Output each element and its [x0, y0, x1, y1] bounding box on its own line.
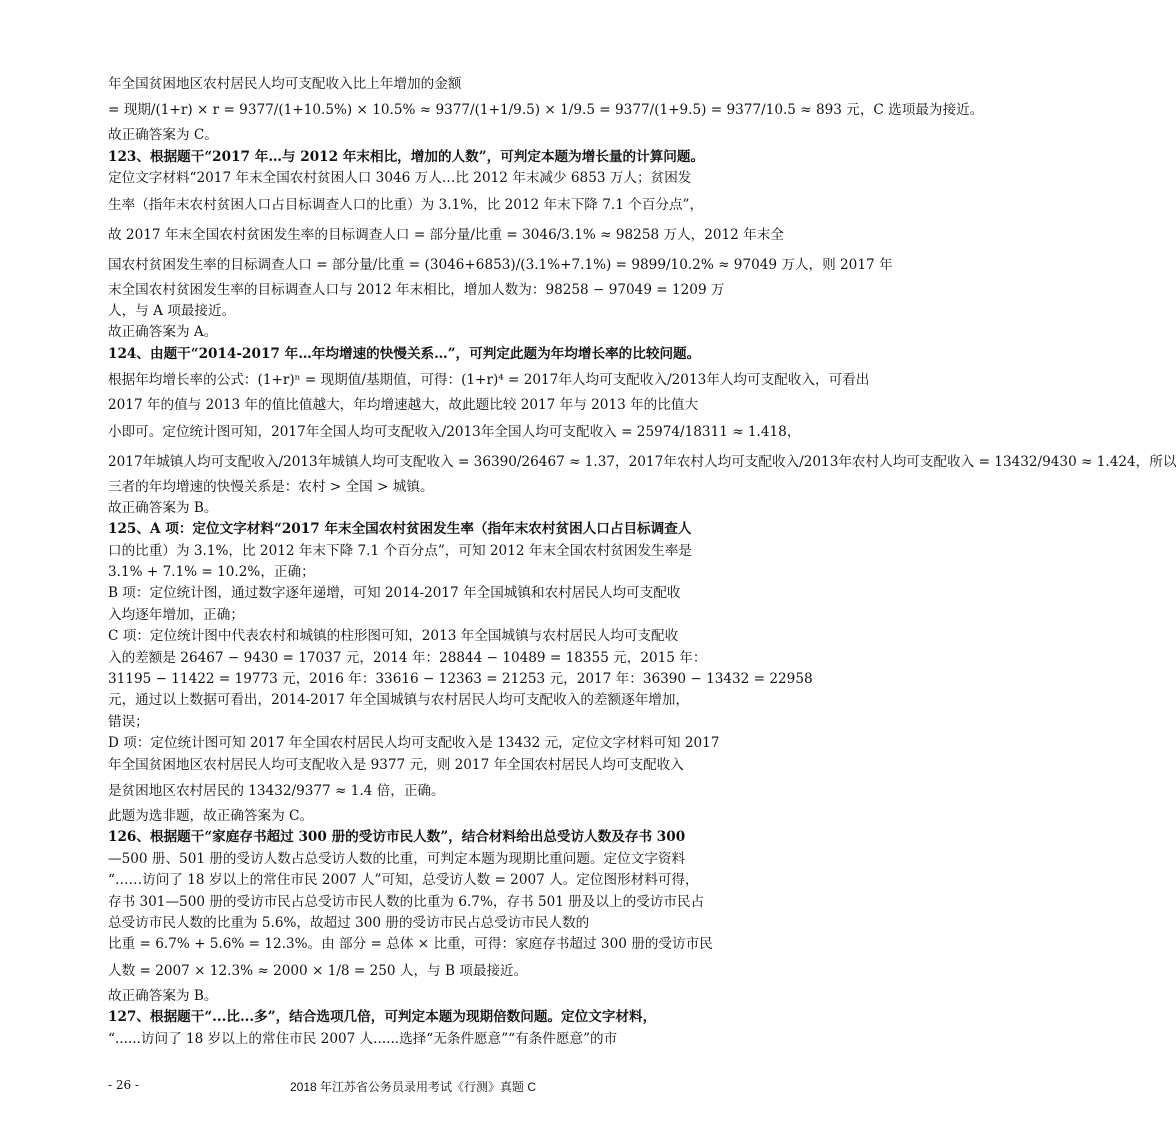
question-heading-127: 127、根据题干“...比...多”，结合选项几倍，可判定本题为现期倍数问题。定位文字材料， [108, 1009, 657, 1026]
formula-line: 人数 = 2007 × 12.3% ≈ 2000 × 1/8 = 250 人，与 B 项最接近。 [108, 962, 528, 979]
formula-line: 国农村贫困发生率的目标调查人口 = 部分量/比重 = (3046+6853)/(3.1%+7.1%) = 9899/10.2% ≈ 97049 万人，则 2017 年 [108, 256, 893, 273]
text-line: “......访问了 18 岁以上的常住市民 2007 人......选择“无条件愿意”“有条件愿意”的市 [108, 1030, 618, 1047]
text-line: 年全国贫困地区农村居民人均可支配收入是 9377 元，则 2017 年全国农村居民人均可支配收入 [108, 756, 684, 773]
text-line: D 项：定位统计图可知 2017 年全国农村居民人均可支配收入是 13432 元，定位文字材料可知 2017 [108, 735, 720, 752]
answer-line: 故正确答案为 B。 [108, 499, 218, 516]
text-line: 口的比重）为 3.1%，比 2012 年末下降 7.1 个百分点”，可知 2012 年末全国农村贫困发生率是 [108, 542, 692, 559]
text-line: 人，与 A 项最接近。 [108, 302, 236, 319]
answer-line: 此题为选非题，故正确答案为 C。 [108, 807, 314, 824]
page-number: - 26 - [108, 1078, 140, 1092]
text-line: 元，通过以上数据可看出，2014-2017 年全国城镇与农村居民人均可支配收入的差额逐年增加， [108, 692, 690, 709]
footer-title: 2018 年江苏省公务员录用考试《行测》真题 C [290, 1080, 537, 1094]
text-line: 2017 年的值与 2013 年的值比值越大，年均增速越大，故此题比较 2017 年与 2013 年的比值大 [108, 397, 699, 414]
formula-line: = 现期/(1+r) × r = 9377/(1+10.5%) × 10.5% ≈ 9377/(1+1/9.5) × 1/9.5 = 9377/(1+9.5) = 9377/10.5 ≈ 893 元，C 选项最为接近。 [108, 102, 984, 119]
text-line: 存书 301—500 册的受访市民占总受访市民人数的比重为 6.7%，存书 501 册及以上的受访市民占 [108, 893, 705, 910]
formula-line: 小即可。定位统计图可知，2017年全国人均可支配收入/2013年全国人均可支配收入 = 25974/18311 ≈ 1.418， [108, 423, 801, 440]
formula-line: 2017年城镇人均可支配收入/2013年城镇人均可支配收入 = 36390/26467 ≈ 1.37，2017年农村人均可支配收入/2013年农村人均可支配收入 = 13432/9430 ≈ 1.424，所以 [108, 453, 1176, 470]
formula-line: 根据年均增长率的公式：(1+r)ⁿ = 现期值/基期值，可得：(1+r)⁴ = 2017年人均可支配收入/2013年人均可支配收入，可看出 [108, 372, 870, 389]
question-heading-126: 126、根据题干“家庭存书超过 300 册的受访市民人数”，结合材料给出总受访人数及存书 300 [108, 829, 686, 846]
text-line: 三者的年均增速的快慢关系是：农村 > 全国 > 城镇。 [108, 478, 434, 495]
text-line: 总受访市民人数的比重为 5.6%，故超过 300 册的受访市民占总受访市民人数的 [108, 914, 590, 931]
answer-line: 故正确答案为 C。 [108, 127, 218, 144]
answer-line: 故正确答案为 A。 [108, 324, 218, 341]
text-line: —500 册、501 册的受访人数占总受访人数的比重，可判定本题为现期比重问题。定位文字资料 [108, 850, 686, 867]
question-heading-125: 125、A 项：定位文字材料“2017 年末全国农村贫困发生率（指年末农村贫困人口占目标调查人 [108, 521, 692, 538]
text-line: B 项：定位统计图，通过数字逐年递增，可知 2014-2017 年全国城镇和农村居民人均可支配收 [108, 585, 681, 602]
text-line: 入的差额是 26467 − 9430 = 17037 元，2014 年：28844 − 10489 = 18355 元，2015 年： [108, 649, 707, 666]
text-line: 31195 − 11422 = 19773 元，2016 年：33616 − 12363 = 21253 元，2017 年：36390 − 13432 = 22958 [108, 671, 813, 688]
document-body [108, 74, 1176, 1050]
answer-line: 故正确答案为 B。 [108, 987, 218, 1004]
text-line: 错误； [108, 713, 149, 730]
text-line: C 项：定位统计图中代表农村和城镇的柱形图可知，2013 年全国城镇与农村居民人均可支配收 [108, 628, 679, 645]
formula-line: 是贫困地区农村居民的 13432/9377 ≈ 1.4 倍，正确。 [108, 782, 445, 799]
text-line: “……访问了 18 岁以上的常住市民 2007 人”可知，总受访人数 = 2007 人。定位图形材料可得， [108, 872, 699, 889]
text-line: 入均逐年增加，正确； [108, 606, 244, 623]
text-line: 年全国贫困地区农村居民人均可支配收入比上年增加的金额 [108, 76, 462, 92]
text-line: 比重 = 6.7% + 5.6% = 12.3%。由 部分 = 总体 × 比重，可得：家庭存书超过 300 册的受访市民 [108, 936, 713, 953]
text-line: 末全国农村贫困发生率的目标调查人口与 2012 年末相比，增加人数为：98258 − 97049 = 1209 万 [108, 281, 725, 298]
text-line: 生率（指年末农村贫困人口占目标调查人口的比重）为 3.1%，比 2012 年末下降 7.1 个百分点”， [108, 196, 704, 213]
question-heading-124: 124、由题干“2014-2017 年…年均增速的快慢关系…”，可判定此题为年均增长率的比较问题。 [108, 345, 701, 362]
text-line: 定位文字材料“2017 年末全国农村贫困人口 3046 万人…比 2012 年末减少 6853 万人；贫困发 [108, 170, 692, 187]
question-heading-123: 123、根据题干“2017 年…与 2012 年末相比，增加的人数”，可判定本题为增长量的计算问题。 [108, 148, 705, 165]
text-line: 3.1% + 7.1% = 10.2%，正确； [108, 564, 315, 581]
formula-line: 故 2017 年末全国农村贫困发生率的目标调查人口 = 部分量/比重 = 3046/3.1% ≈ 98258 万人，2012 年末全 [108, 226, 784, 243]
